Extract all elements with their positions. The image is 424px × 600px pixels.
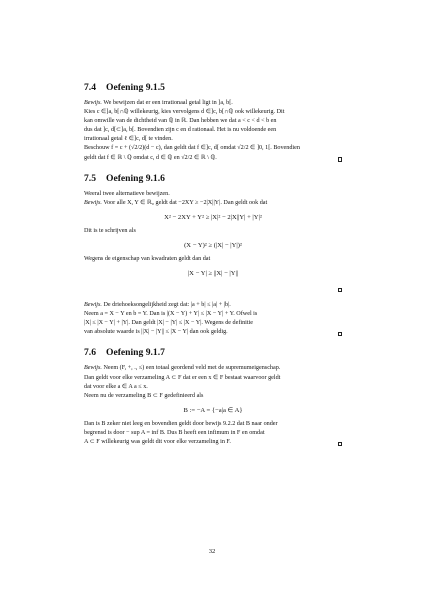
text-line: Beschouw f = c + (√2/2)(d − c), dan geldt dat f ∈]c, d[ omdat √2/2 ∈ ]0, 1[. Bovendien [84, 145, 300, 152]
text-line [84, 301, 342, 310]
qed-line [84, 283, 342, 293]
line-text: geldt dat f ∈ ℝ \ ℚ omdat c, d ∈ ℚ en √2/2 ∈ ℝ \ ℚ. [84, 154, 217, 161]
display-equation: B := −A = {−a|a ∈ A} [183, 406, 243, 414]
text-line: |X| ≤ |X − Y| + |Y|. Dan geldt |X| − |Y| ≤ |X − Y|. Wegens de definitie [84, 320, 254, 327]
section-7-5 [84, 173, 342, 338]
proof-label: Bewijs. [84, 302, 102, 309]
proof-label: Bewijs. [84, 365, 102, 372]
line-text: De driehoeksongelijkheid zegt dat: |a + b| ≤ |a| + |b|. [101, 302, 231, 309]
qed-box-icon [338, 442, 343, 447]
section-heading [84, 82, 342, 93]
text-line: dus dat ]c, d[⊂]a, b[. Bovendien zijn c en d rationaal. Het is nu voldoende een [84, 127, 277, 134]
section-title-text: Oefening 9.1.7 [106, 347, 165, 359]
text-line: dat voor elke a ∈ A a ≤ x. [84, 383, 148, 390]
proof-label: Bewijs. [84, 100, 102, 106]
display-equation: X² − 2XY + Y² ≥ |X|² − 2|X||Y| + |Y|² [164, 213, 262, 221]
text-line: Weeral twee alternatieve bewijzen. [84, 190, 170, 197]
text-line: Dan is B zeker niet leeg en bovendien geldt door bewijs 9.2.2 dat B naar onder [84, 420, 278, 427]
text-line: begrensd is door − sup A = inf B. Dus B heeft een infimum in F en omdat [84, 429, 265, 436]
line-text: We bewijzen dat er een irrationaal getal ligt in ]a, b[. [101, 100, 233, 106]
text-line: Neem a = X − Y en b = Y. Dan is |(X − Y) + Y| ≤ |X − Y| + Y. Ofwel is [84, 311, 258, 318]
text-line: Neem nu de verzameling B ⊂ F gedefinieerd als [84, 392, 204, 399]
qed-box-icon [338, 332, 343, 337]
line-text: A ⊂ F willekeurig was geldt dit voor elke verzameling in F. [84, 438, 231, 445]
line-text: Voor alle X, Y ∈ ℝ₀ geldt dat −2XY ≥ −2|X||Y|. Dan geldt ook dat [101, 199, 268, 206]
display-equation: |X − Y| ≥ ||X| − |Y|| [187, 270, 239, 278]
section-number: 7.5 [84, 172, 96, 184]
section-heading [84, 173, 342, 184]
text-line [84, 328, 342, 337]
text-line [84, 364, 342, 373]
section-heading [84, 347, 342, 358]
text-line: irrationaal getal ℓ ∈]c, d[ te vinden. [84, 136, 173, 143]
section-title-text: Oefening 9.1.6 [106, 172, 165, 184]
section-7-4 [84, 82, 342, 163]
text-line: Kies c ∈]a, b[∩ℚ willekeurig, kies vervolgens d ∈]c, b[∩ℚ ook willekeurig. Dit [84, 109, 285, 116]
qed-box-icon [338, 157, 343, 162]
text-line [84, 154, 342, 163]
section-number: 7.6 [84, 347, 96, 359]
page-body [84, 82, 342, 457]
text-line: Wegens de eigenschap van kwadraten geldt dan dat [84, 255, 211, 262]
text-line [84, 99, 342, 108]
section-title-text: Oefening 9.1.5 [106, 82, 165, 93]
display-equation: (X − Y)² ≥ (|X| − |Y|)² [184, 241, 242, 249]
text-line: Dit is te schrijven als [84, 227, 136, 234]
qed-box-icon [338, 288, 343, 293]
section-number: 7.4 [84, 82, 96, 93]
line-text: Neem (F, +, ., ≤) een totaal geordend veld met de supremumeigenschap. [101, 365, 281, 372]
text-line: kan omwille van de dichtheid van ℚ in ℝ. Dan hebben we dat a < c < d < b en [84, 118, 277, 125]
proof-label: Bewijs. [84, 199, 102, 206]
section-7-6 [84, 347, 342, 447]
page-number: 32 [208, 548, 216, 555]
text-line [84, 438, 342, 447]
text-line: Dan geldt voor elke verzameling A ⊂ F dat er een x ∈ F bestaat waarvoor geldt [84, 374, 281, 381]
text-line [84, 199, 342, 208]
line-text: van absolute waarde is ||X| − |Y|| ≤ |X − Y| dan ook geldig. [84, 329, 228, 336]
